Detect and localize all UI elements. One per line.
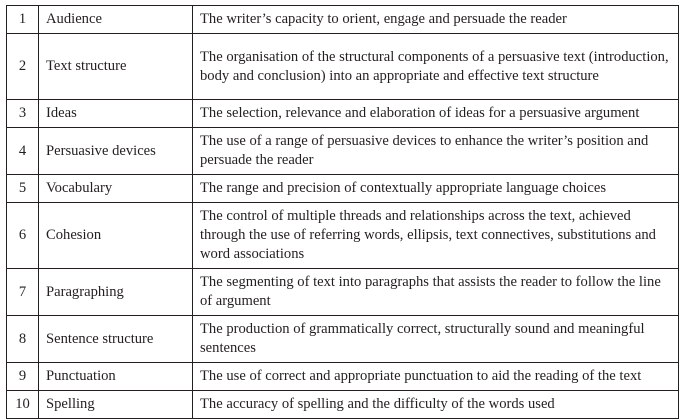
criterion-number: 1 [7,6,39,34]
criterion-description: The organisation of the structural components of a persuasive text (introduction, body and conclusion) into an appropriate and effective text structure [193,34,679,100]
criterion-description: The range and precision of contextually appropriate language choices [193,175,679,203]
criterion-name: Punctuation [39,363,193,391]
criterion-number: 4 [7,128,39,175]
criterion-number: 5 [7,175,39,203]
criterion-description: The accuracy of spelling and the difficulty of the words used [193,391,679,419]
criterion-number: 3 [7,100,39,128]
criterion-number: 6 [7,203,39,269]
criterion-name: Vocabulary [39,175,193,203]
table-row [7,175,679,203]
criterion-name: Paragraphing [39,269,193,316]
criterion-number: 8 [7,316,39,363]
criterion-description: The selection, relevance and elaboration of ideas for a persuasive argument [193,100,679,128]
criterion-name: Cohesion [39,203,193,269]
table-row [7,316,679,363]
criterion-name: Sentence structure [39,316,193,363]
criterion-number: 2 [7,34,39,100]
criterion-name: Text structure [39,34,193,100]
criterion-name: Spelling [39,391,193,419]
criterion-description: The control of multiple threads and relationships across the text, achieved through the use of referring words, ellipsis, text connectives, substitutions and word associations [193,203,679,269]
table-row [7,269,679,316]
criterion-description: The writer’s capacity to orient, engage and persuade the reader [193,6,679,34]
criteria-table-container [6,5,679,419]
criterion-description: The segmenting of text into paragraphs that assists the reader to follow the line of argument [193,269,679,316]
table-row [7,363,679,391]
criterion-name: Persuasive devices [39,128,193,175]
table-row [7,34,679,100]
table-row [7,203,679,269]
table-row [7,6,679,34]
criterion-name: Audience [39,6,193,34]
table-row [7,128,679,175]
criteria-table [6,5,679,419]
criterion-number: 9 [7,363,39,391]
criterion-description: The production of grammatically correct, structurally sound and meaningful sentences [193,316,679,363]
table-row [7,100,679,128]
criterion-number: 7 [7,269,39,316]
criterion-name: Ideas [39,100,193,128]
criterion-description: The use of a range of persuasive devices to enhance the writer’s position and persuade the reader [193,128,679,175]
criterion-description: The use of correct and appropriate punctuation to aid the reading of the text [193,363,679,391]
criterion-number: 10 [7,391,39,419]
table-row [7,391,679,419]
